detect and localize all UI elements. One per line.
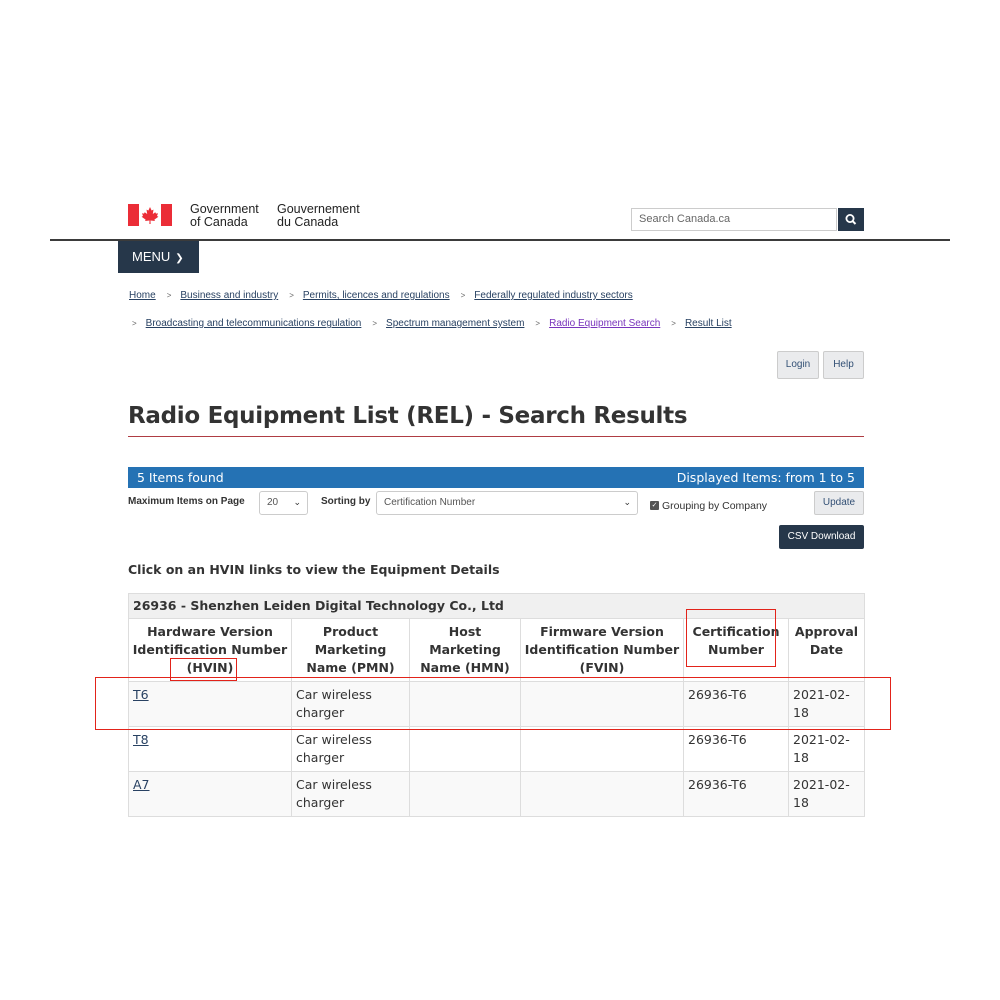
hvin-link[interactable]: T8	[133, 732, 149, 747]
displayed-items-text: Displayed Items: from 1 to 5	[676, 470, 855, 485]
gov-fr-line2: du Canada	[277, 215, 339, 229]
date-cell: 2021-02-18	[789, 772, 865, 817]
fvin-cell	[521, 772, 684, 817]
grouping-checkbox[interactable]: ✓	[651, 501, 658, 509]
column-header-hvin: Hardware Version Identification Number (HVIN)	[129, 619, 292, 682]
sorting-label: Sorting by	[321, 496, 371, 507]
breadcrumb-continued	[128, 318, 732, 329]
search-input[interactable]: Search Canada.ca	[631, 208, 837, 231]
sorting-value: Certification Number	[384, 497, 476, 508]
max-items-label: Maximum Items on Page	[128, 496, 245, 507]
menu-button[interactable]	[118, 241, 199, 273]
column-header-cert: Certification Number	[684, 619, 789, 682]
items-found-text: 5 Items found	[137, 470, 224, 485]
table-row	[129, 727, 865, 772]
grouping-label: Grouping by Company	[662, 500, 768, 512]
help-button[interactable]: Help	[823, 351, 864, 379]
chevron-right-icon: >	[166, 291, 172, 300]
breadcrumb-business[interactable]: Business and industry	[180, 290, 279, 301]
column-header-pmn: Product Marketing Name (PMN)	[292, 619, 410, 682]
breadcrumb-federally-regulated[interactable]: Federally regulated industry sectors	[474, 290, 633, 301]
fvin-cell	[521, 727, 684, 772]
gouvernement-du-canada-wordmark	[277, 203, 360, 229]
hmn-cell	[410, 727, 521, 772]
chevron-right-icon: >	[671, 319, 676, 328]
pmn-cell: Car wireless charger	[292, 772, 410, 817]
chevron-down-icon: ⌄	[293, 497, 301, 507]
breadcrumb-result-list[interactable]: Result List	[684, 318, 732, 329]
menu-label: MENU	[132, 249, 171, 264]
gov-en-line2: of Canada	[190, 215, 248, 229]
max-items-value: 20	[267, 497, 279, 508]
government-of-canada-wordmark	[190, 203, 259, 229]
breadcrumb	[129, 290, 633, 301]
annotation-box-row-t6	[95, 677, 891, 730]
sorting-select[interactable]	[376, 491, 638, 515]
login-button[interactable]: Login	[777, 351, 819, 379]
breadcrumb-home[interactable]: Home	[129, 290, 156, 301]
max-items-select[interactable]	[259, 491, 308, 515]
gov-en-line1: Government	[190, 202, 259, 216]
chevron-down-icon: ❯	[175, 253, 184, 264]
hvin-link[interactable]: T6	[133, 687, 149, 702]
chevron-right-icon: >	[535, 319, 541, 328]
table-row	[129, 772, 865, 817]
hmn-cell	[410, 772, 521, 817]
title-underline	[128, 436, 864, 437]
instruction-text: Click on an HVIN links to view the Equipment Details	[128, 562, 500, 577]
chevron-right-icon: >	[460, 291, 466, 300]
cert-cell: 26936-T6	[684, 727, 789, 772]
cert-cell: 26936-T6	[684, 772, 789, 817]
hvin-cell	[129, 772, 292, 817]
search-button[interactable]	[838, 208, 864, 231]
breadcrumb-spectrum[interactable]: Spectrum management system	[386, 318, 525, 329]
gov-fr-line1: Gouvernement	[277, 202, 360, 216]
chevron-right-icon: >	[372, 319, 378, 328]
annotation-box-certification	[686, 609, 776, 667]
chevron-right-icon: >	[132, 319, 137, 328]
pmn-cell: Car wireless charger	[292, 727, 410, 772]
breadcrumb-radio-search[interactable]: Radio Equipment Search	[549, 318, 661, 329]
chevron-down-icon: ⌄	[623, 497, 631, 507]
pmn-cell: Car wireless charger	[292, 682, 410, 727]
results-summary-bar	[128, 467, 864, 488]
cert-cell: 26936-T6	[684, 682, 789, 727]
date-cell: 2021-02-18	[789, 682, 865, 727]
search-icon	[838, 208, 864, 231]
column-header-hmn: Host Marketing Name (HMN)	[410, 619, 521, 682]
breadcrumb-broadcasting[interactable]: Broadcasting and telecommunications regulation	[145, 318, 362, 329]
csv-download-button[interactable]: CSV Download	[779, 525, 864, 549]
column-header-date: Approval Date	[789, 619, 865, 682]
hvin-cell	[129, 727, 292, 772]
column-header-fvin: Firmware Version Identification Number (FVIN)	[521, 619, 684, 682]
hvin-link[interactable]: A7	[133, 777, 150, 792]
update-button[interactable]: Update	[814, 491, 864, 515]
canada-flag-logo	[128, 204, 172, 226]
company-name: 26936 - Shenzhen Leiden Digital Technology Co., Ltd	[129, 594, 865, 619]
date-cell: 2021-02-18	[789, 727, 865, 772]
chevron-right-icon: >	[289, 291, 294, 300]
breadcrumb-permits[interactable]: Permits, licences and regulations	[302, 290, 450, 301]
page-title: Radio Equipment List (REL) - Search Results	[128, 403, 688, 429]
